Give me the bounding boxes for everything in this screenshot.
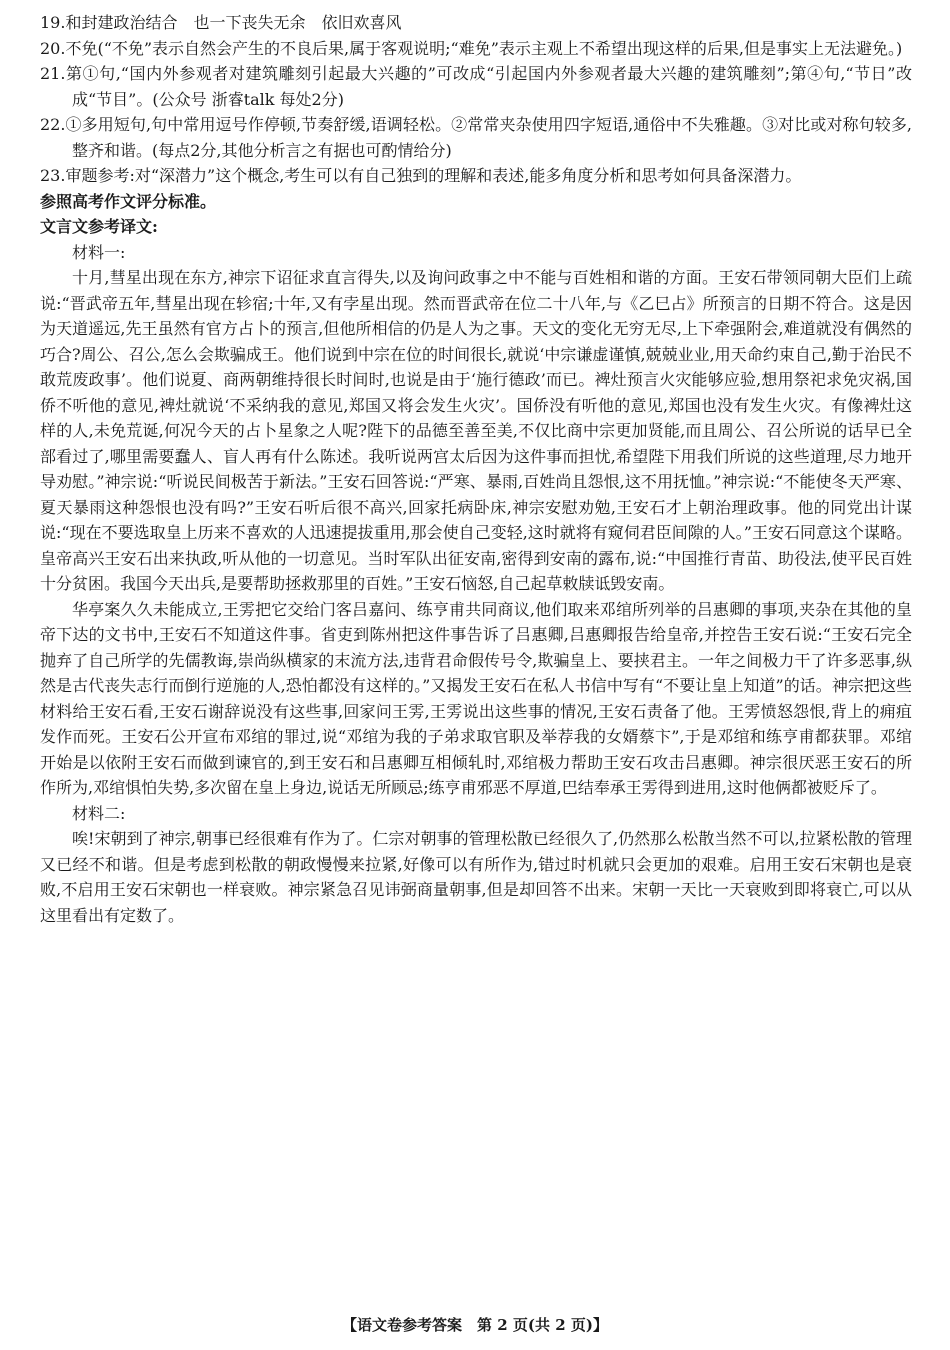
answer-text: ①多用短句,句中常用逗号作停顿,节奏舒缓,语调轻松。②常常夹杂使用四字短语,通俗中不失雅趣。③对比或对称句较多,整齐和谐。(每点2分,其他分析言之有据也可酌情给分)	[65, 115, 912, 160]
answer-20	[40, 36, 912, 62]
answer-number: 21.	[40, 64, 66, 83]
answer-21	[40, 61, 912, 112]
essay-standard: 参照高考作文评分标准。	[40, 191, 217, 211]
page-footer: 【语文卷参考答案 第 2 页(共 2 页)】	[342, 1316, 608, 1334]
material1-label: 材料一:	[72, 242, 126, 262]
answer-text: 和封建政治结合 也一下丧失无余 依旧欢喜风	[65, 13, 402, 32]
material2-label: 材料二:	[72, 803, 126, 823]
answer-number: 22.	[40, 115, 66, 134]
answer-number: 19.	[40, 13, 66, 32]
answer-23	[40, 163, 912, 189]
answer-page	[40, 10, 912, 928]
answer-text: 不免(“不免”表示自然会产生的不良后果,属于客观说明;“难免”表示主观上不希望出现这样的后果,但是事实上无法避免。)	[65, 38, 903, 58]
material2-paragraph-1: 唉!宋朝到了神宗,朝事已经很难有作为了。仁宗对朝事的管理松散已经很久了,仍然那么松散当然不可以,拉紧松散的管理又已经不和谐。但是考虑到松散的朝政慢慢来拉紧,好像可以有所作为,错过时机就只会更加的艰难。启用王安石宋朝也是衰败,不启用王安石宋朝也一样衰败。神宗紧急召见讳弼商量朝事,但是却回答不出来。宋朝一天比一天衰败到即将衰亡,可以从这里看出有定数了。	[40, 829, 912, 925]
material1-paragraph-1: 十月,彗星出现在东方,神宗下诏征求直言得失,以及询问政事之中不能与百姓相和谐的方面。王安石带领同朝大臣们上疏说:“晋武帝五年,彗星出现在轸宿;十年,又有孛星出现。然而晋武帝在位二十八年,与《乙巳占》所预言的日期不符合。这是因为天道遥远,先王虽然有官方占卜的预言,但他所相信的仍是人为之事。天文的变化无穷无尽,上下牵强附会,难道就没有偶然的巧合?周公、召公,怎么会欺骗成王。他们说到中宗在位的时间很长,就说‘中宗谦虚谨慎,兢兢业业,用天命约束自己,勤于治民不敢荒废政事’。他们说夏、商两朝维持很长时间时,也说是由于‘施行德政’而已。裨灶预言火灾能够应验,想用祭祀求免灾祸,国侨不听他的意见,裨灶就说‘不采纳我的意见,郑国又将会发生火灾’。国侨没有听他的意见,郑国也没有发生火灾。有像裨灶这样的人,未免荒诞,何况今天的占卜星象之人呢?陛下的品德至善至美,不仅比商中宗更加贤能,而且周公、召公所说的话早已全部看过了,哪里需要蠢人、盲人再有什么陈述。我听说两宫太后因为这件事而担忧,希望陛下用我们所说的这些道理,尽力地开导劝慰。”神宗说:“听说民间极苦于新法。”王安石回答说:“严寒、暴雨,百姓尚且怨恨,这不用抚恤。”神宗说:“不能使冬天严寒、夏天暴雨这种怨恨也没有吗?”王安石听后很不高兴,回家托病卧床,神宗安慰劝勉,王安石才上朝治理政事。他的同党出计谋说:“现在不要选取皇上历来不喜欢的人迅速提拔重用,那会使自己变轻,这时就将有窥伺君臣间隙的人。”王安石同意这个谋略。皇帝高兴王安石出来执政,听从他的一切意见。当时军队出征安南,密得到安南的露布,说:“中国推行青苗、助役法,使平民百姓十分贫困。我国今天出兵,是要帮助拯救那里的百姓。”王安石恼怒,自己起草敕牍诋毁安南。	[40, 268, 912, 593]
material1-paragraph-2: 华亭案久久未能成立,王雱把它交给门客吕嘉问、练亨甫共同商议,他们取来邓绾所列举的吕惠卿的事项,夹杂在其他的皇帝下达的文书中,王安石不知道这件事。省吏到陈州把这件事告诉了吕惠卿,吕惠卿报告给皇帝,并控告王安石说:“王安石完全抛弃了自己所学的先儒教诲,崇尚纵横家的末流方法,违背君命假传号令,欺骗皇上、要挟君主。一年之间极力干了许多恶事,纵然是古代丧失志行而倒行逆施的人,恐怕都没有这样的。”又揭发王安石在私人书信中写有“不要让皇上知道”的话。神宗把这些材料给王安石看,王安石谢辞说没有这些事,回家问王雱,王雱说出这些事的情况,王安石责备了他。王雱愤怒怨恨,背上的痈疽发作而死。王安石公开宣布邓绾的罪过,说“邓绾为我的子弟求取官职及举荐我的女婿蔡卞”,于是邓绾和练亨甫都获罪。邓绾开始是以依附王安石而做到谏官的,到王安石和吕惠卿互相倾轧时,邓绾极力帮助王安石攻击吕惠卿。神宗很厌恶王安石的所作所为,邓绾惧怕失势,多次留在皇上身边,说话无所顾忌;练亨甫邪恶不厚道,巴结奉承王雱得到进用,这时他俩都被贬斥了。	[40, 599, 912, 797]
answer-number: 23.	[40, 166, 66, 185]
answer-number: 20.	[40, 38, 66, 58]
answer-text: 第①句,“国内外参观者对建筑雕刻引起最大兴趣的”可改成“引起国内外参观者最大兴趣的建筑雕刻”;第④句,“节日”改成“节目”。(公众号 浙睿talk 每处2分)	[65, 64, 912, 109]
answer-19	[40, 10, 912, 36]
answer-22	[40, 112, 912, 163]
translation-heading: 文言文参考译文:	[40, 217, 158, 236]
answer-text: 审题参考:对“深潜力”这个概念,考生可以有自己独到的理解和表述,能多角度分析和思考如何具备深潜力。	[65, 166, 802, 185]
